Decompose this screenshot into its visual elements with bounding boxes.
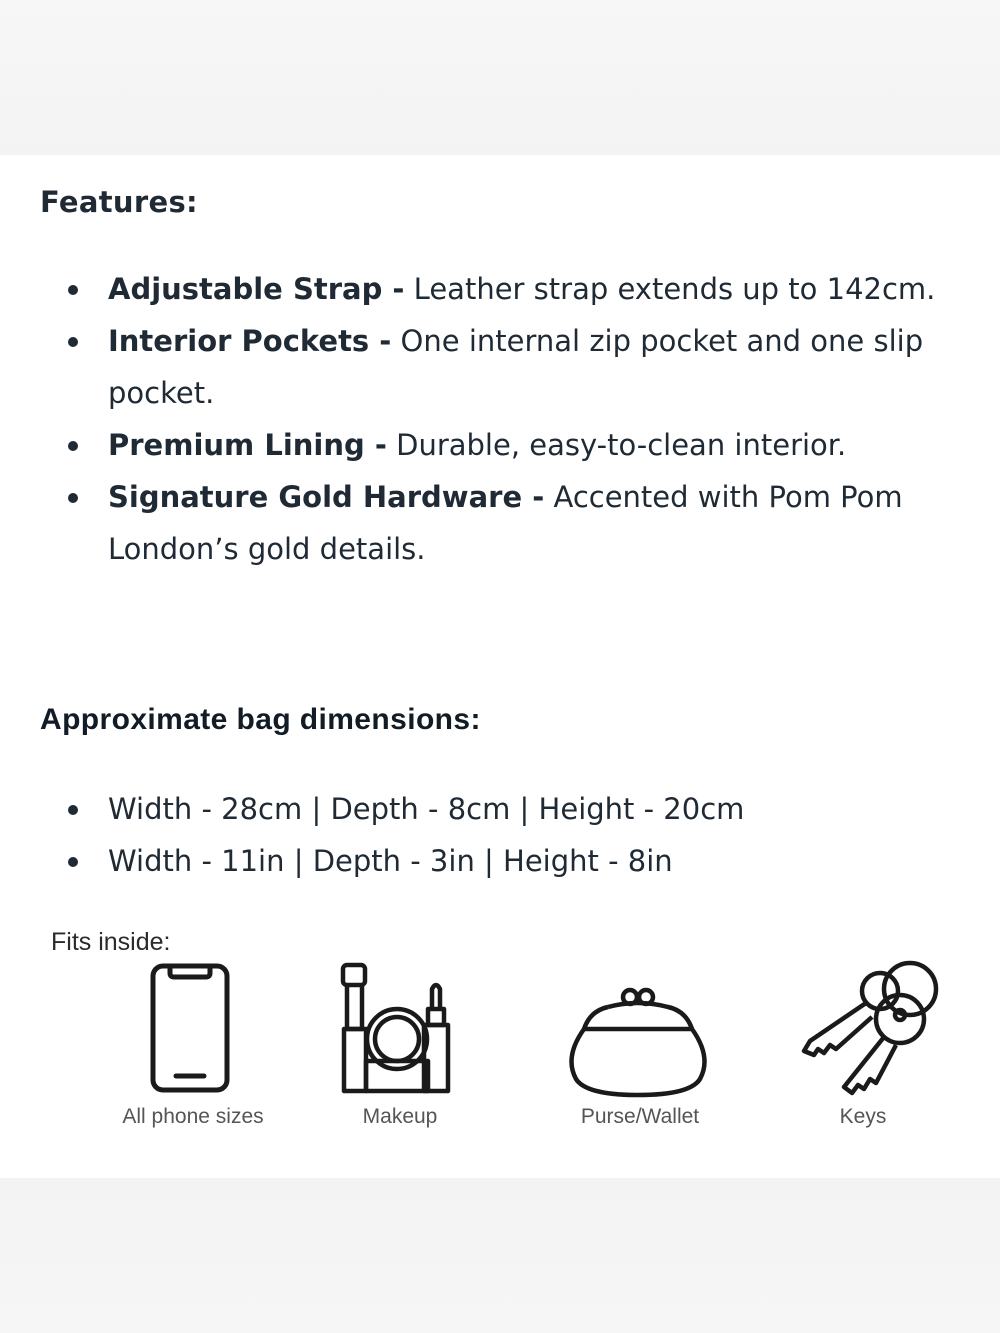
top-margin [0, 0, 1000, 155]
list-item: Width - 11in | Depth - 3in | Height - 8in [62, 835, 962, 887]
keys-icon [800, 957, 940, 1097]
list-item [62, 263, 962, 315]
purse-icon [568, 987, 708, 1099]
features-list [62, 263, 962, 575]
list-item: Width - 28cm | Depth - 8cm | Height - 20cm [62, 783, 962, 835]
fit-label: Makeup [362, 1105, 438, 1128]
feature-description: One internal zip pocket and one slip pocket. [108, 324, 924, 410]
fits-inside-heading: Fits inside: [51, 928, 171, 956]
phone-icon [148, 961, 232, 1095]
dimensions-list [62, 783, 962, 887]
fit-item-keys [800, 957, 940, 1097]
fit-item-makeup [340, 961, 460, 1095]
feature-name: Premium Lining - [108, 428, 387, 462]
bottom-margin [0, 1178, 1000, 1333]
feature-name: Interior Pockets - [108, 324, 392, 358]
fit-label: All phone sizes [122, 1105, 264, 1128]
dimensions-heading: Approximate bag dimensions: [40, 703, 481, 736]
fit-item-phone [148, 961, 232, 1095]
makeup-icon [340, 961, 460, 1095]
list-item [62, 315, 962, 419]
feature-description: Durable, easy-to-clean interior. [386, 428, 847, 462]
feature-description: Accented with Pom Pom London’s gold details. [108, 480, 903, 566]
feature-name: Adjustable Strap - [108, 272, 405, 306]
list-item [62, 419, 962, 471]
feature-name: Signature Gold Hardware - [108, 480, 545, 514]
feature-description: Leather strap extends up to 142cm. [404, 272, 936, 306]
fit-label: Keys [839, 1105, 887, 1128]
features-heading: Features: [40, 185, 198, 219]
list-item [62, 471, 962, 575]
fit-label: Purse/Wallet [580, 1105, 700, 1128]
product-details-card [0, 155, 1000, 1178]
fit-item-purse [568, 987, 708, 1099]
